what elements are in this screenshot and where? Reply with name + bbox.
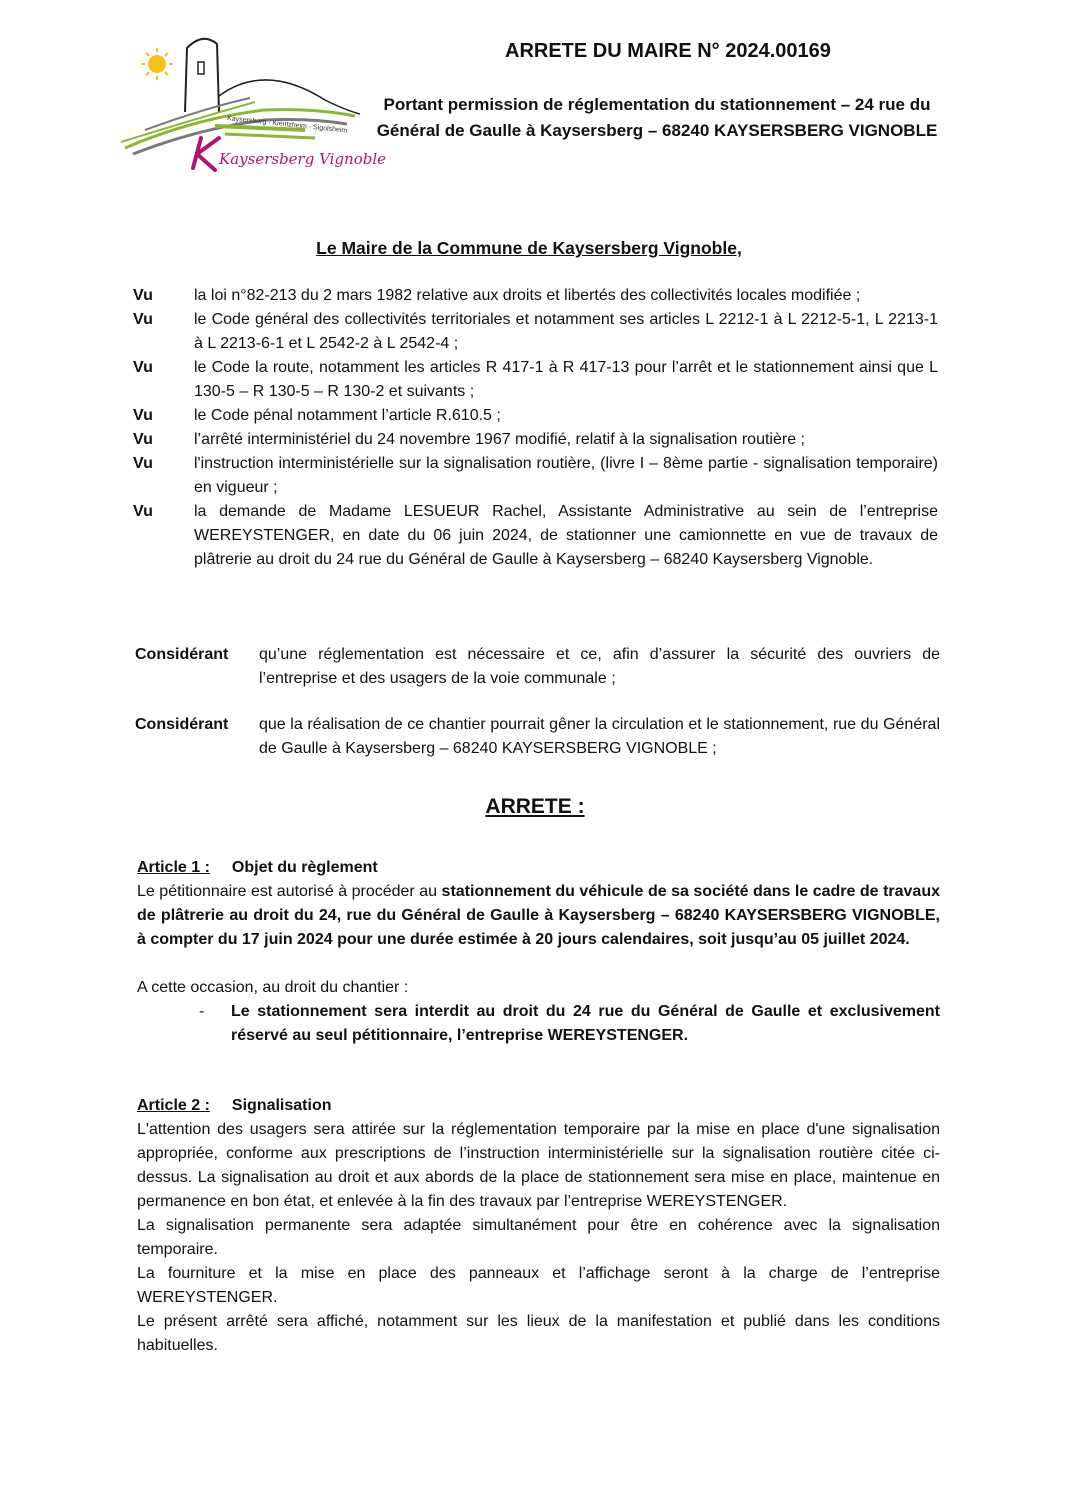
considerant-key: Considérant [135, 716, 229, 733]
bullet-text: Le stationnement sera interdit au droit du 24 rue du Général de Gaulle et exclusivement réservé au seul pétitionnaire, l’entreprise WEREYSTENGER. [231, 1003, 940, 1044]
vu-text: le Code la route, notamment les articles R 417-1 à R 417-13 pour l’arrêt et le stationnement ainsi que L 130-5 – R 130-5 – R 130-2 et suivants ; [194, 359, 938, 400]
considerant-item [135, 643, 940, 691]
article-paragraph [137, 880, 940, 952]
sun-icon [141, 48, 173, 80]
vu-item [133, 428, 938, 452]
article-2 [137, 1094, 940, 1358]
vu-key: Vu [133, 455, 153, 472]
vu-item [133, 356, 938, 404]
article-heading [137, 856, 940, 880]
article-paragraph: L'attention des usagers sera attirée sur la réglementation temporaire par la mise en place d'une signalisation appropriée, conforme aux prescriptions de l’instruction interministérielle sur la signalisation routière citée ci-dessus. La signalisation au droit et aux abords de la place de stationnement sera mise en place, maintenue en permanence en bon état, et enlevée à la fin des travaux par l’entreprise WEREYSTENGER. [137, 1121, 940, 1210]
k-letter-icon [193, 138, 219, 170]
vu-item [133, 284, 938, 308]
vu-item [133, 404, 938, 428]
castle-tower-icon [185, 39, 219, 112]
vu-key: Vu [133, 407, 153, 424]
vu-text: l'instruction interministérielle sur la signalisation routière, (livre I – 8ème partie - signalisation temporaire) en vigueur ; [194, 455, 938, 496]
logo-wordmark: Kaysersberg Vignoble [219, 150, 387, 168]
article-heading [137, 1094, 940, 1118]
vu-item [133, 308, 938, 356]
vu-list [133, 284, 938, 572]
vu-text: le Code général des collectivités territoriales et notamment ses articles L 2212-1 à L 2212-5-1, L 2213-1 à L 2213-6-1 et L 2542-2 à L 2542-4 ; [194, 311, 938, 352]
article-paragraph: La signalisation permanente sera adaptée simultanément pour être en cohérence avec la signalisation temporaire. [137, 1217, 940, 1258]
vu-item [133, 500, 938, 572]
vu-key: Vu [133, 431, 153, 448]
decree-title: ARRETE DU MAIRE N° 2024.00169 [505, 40, 831, 62]
article-number: Article 2 : [137, 1097, 210, 1114]
article-number: Article 1 : [137, 859, 210, 876]
vu-item [133, 452, 938, 500]
vu-text: l’arrêté interministériel du 24 novembre 1967 modifié, relatif à la signalisation routière ; [194, 431, 805, 448]
decree-subtitle: Portant permission de réglementation du stationnement – 24 rue du Général de Gaulle à Kaysersberg – 68240 KAYSERSBERG VIGNOBLE [376, 95, 938, 140]
mayor-heading: Le Maire de la Commune de Kaysersberg Vignoble, [316, 238, 742, 258]
considerant-text: que la réalisation de ce chantier pourrait gêner la circulation et le stationnement, rue du Général de Gaulle à Kaysersberg – 68240 KAYSERSBERG VIGNOBLE ; [259, 716, 940, 757]
considerant-text: qu’une réglementation est nécessaire et ce, afin d’assurer la sécurité des ouvriers de l’entreprise et des usagers de la voie communale ; [259, 646, 940, 687]
vu-text: la demande de Madame LESUEUR Rachel, Assistante Administrative au sein de l’entreprise WEREYSTENGER, en date du 06 juin 2024, de stationner une camionnette en vue de travaux de plâtrerie au droit du 24 rue du Général de Gaulle à Kaysersberg – 68240 Kaysersberg Vignoble. [194, 503, 938, 568]
article-bold-text: stationnement du véhicule de sa société dans le cadre de travaux de plâtrerie au droit du 24, rue du Général de Gaulle à Kaysersberg – 68240 KAYSERSBERG VIGNOBLE, à compter du 17 juin 2024 pour une durée estimée à 20 jours calendaires, soit jusqu’au 05 juillet 2024. [137, 883, 940, 948]
considerant-item [135, 713, 940, 761]
bullet-dash: - [199, 1003, 205, 1020]
article-paragraph: La fourniture et la mise en place des panneaux et l’affichage seront à la charge de l’entreprise WEREYSTENGER. [137, 1265, 940, 1306]
kaysersberg-vignoble-logo [115, 30, 387, 175]
vu-text: le Code pénal notamment l’article R.610.5 ; [194, 407, 501, 424]
vu-key: Vu [133, 503, 153, 520]
article-1 [137, 856, 940, 1048]
logo-subtitle: Kaysersberg · Kientzheim · Sigolsheim [226, 115, 348, 135]
article-title: Objet du règlement [231, 859, 378, 876]
article-occasion: A cette occasion, au droit du chantier : [137, 979, 409, 996]
article-intro: Le pétitionnaire est autorisé à procéder au [137, 883, 442, 900]
list-item [199, 1000, 940, 1048]
article-title: Signalisation [231, 1097, 332, 1114]
article-paragraph: Le présent arrêté sera affiché, notamment sur les lieux de la manifestation et publié dans les conditions habituelles. [137, 1313, 940, 1354]
vu-key: Vu [133, 359, 153, 376]
vu-text: la loi n°82-213 du 2 mars 1982 relative aux droits et libertés des collectivités locales modifiée ; [194, 287, 861, 304]
vu-key: Vu [133, 287, 153, 304]
vu-key: Vu [133, 311, 153, 328]
arrete-heading: ARRETE : [485, 795, 585, 818]
considerant-key: Considérant [135, 646, 229, 663]
